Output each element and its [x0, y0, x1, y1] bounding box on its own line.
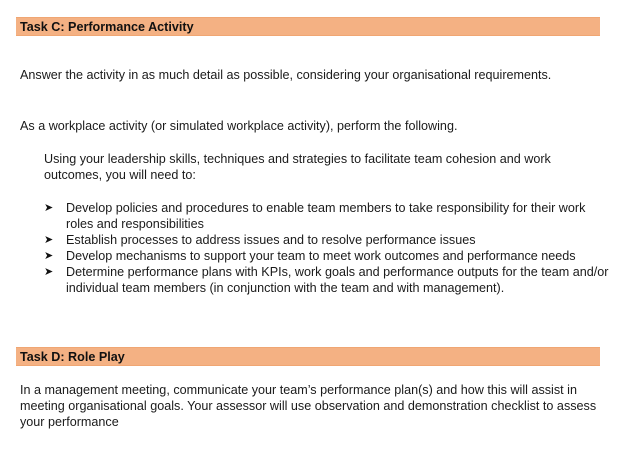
- task-c-heading: Task C: Performance Activity: [20, 20, 194, 34]
- list-item: [44, 200, 609, 232]
- bullet-text: Determine performance plans with KPIs, work goals and performance outputs for the team and/or individual team members (in conjunction with the team and with management).: [66, 265, 609, 295]
- bullet-text: Establish processes to address issues and to resolve performance issues: [66, 233, 476, 247]
- arrowhead-bullet-icon: ➤: [44, 250, 54, 262]
- list-item: [44, 264, 609, 296]
- bullet-text: Develop policies and procedures to enable team members to take responsibility for their work roles and responsibilities: [66, 201, 586, 231]
- arrowhead-bullet-icon: ➤: [44, 266, 54, 278]
- task-c-bullet-list: [44, 200, 609, 296]
- task-c-heading-bar: [16, 17, 600, 36]
- task-d-body: In a management meeting, communicate your team’s performance plan(s) and how this will assist in meeting organisational goals. Your assessor will use observation and demonstration checklist to assess your performance: [20, 383, 597, 429]
- arrowhead-bullet-icon: ➤: [44, 202, 54, 214]
- task-c-lead: Using your leadership skills, techniques and strategies to facilitate team cohesion and work outcomes, you will need to:: [44, 152, 551, 182]
- list-item: [44, 248, 609, 264]
- task-d-heading: Task D: Role Play: [20, 350, 125, 364]
- bullet-text: Develop mechanisms to support your team to meet work outcomes and performance needs: [66, 249, 576, 263]
- task-c-instruction: Answer the activity in as much detail as possible, considering your organisational requirements.: [20, 68, 552, 82]
- task-c-intro: As a workplace activity (or simulated workplace activity), perform the following.: [20, 119, 458, 133]
- task-d-heading-bar: [16, 347, 600, 366]
- list-item: [44, 232, 609, 248]
- arrowhead-bullet-icon: ➤: [44, 234, 54, 246]
